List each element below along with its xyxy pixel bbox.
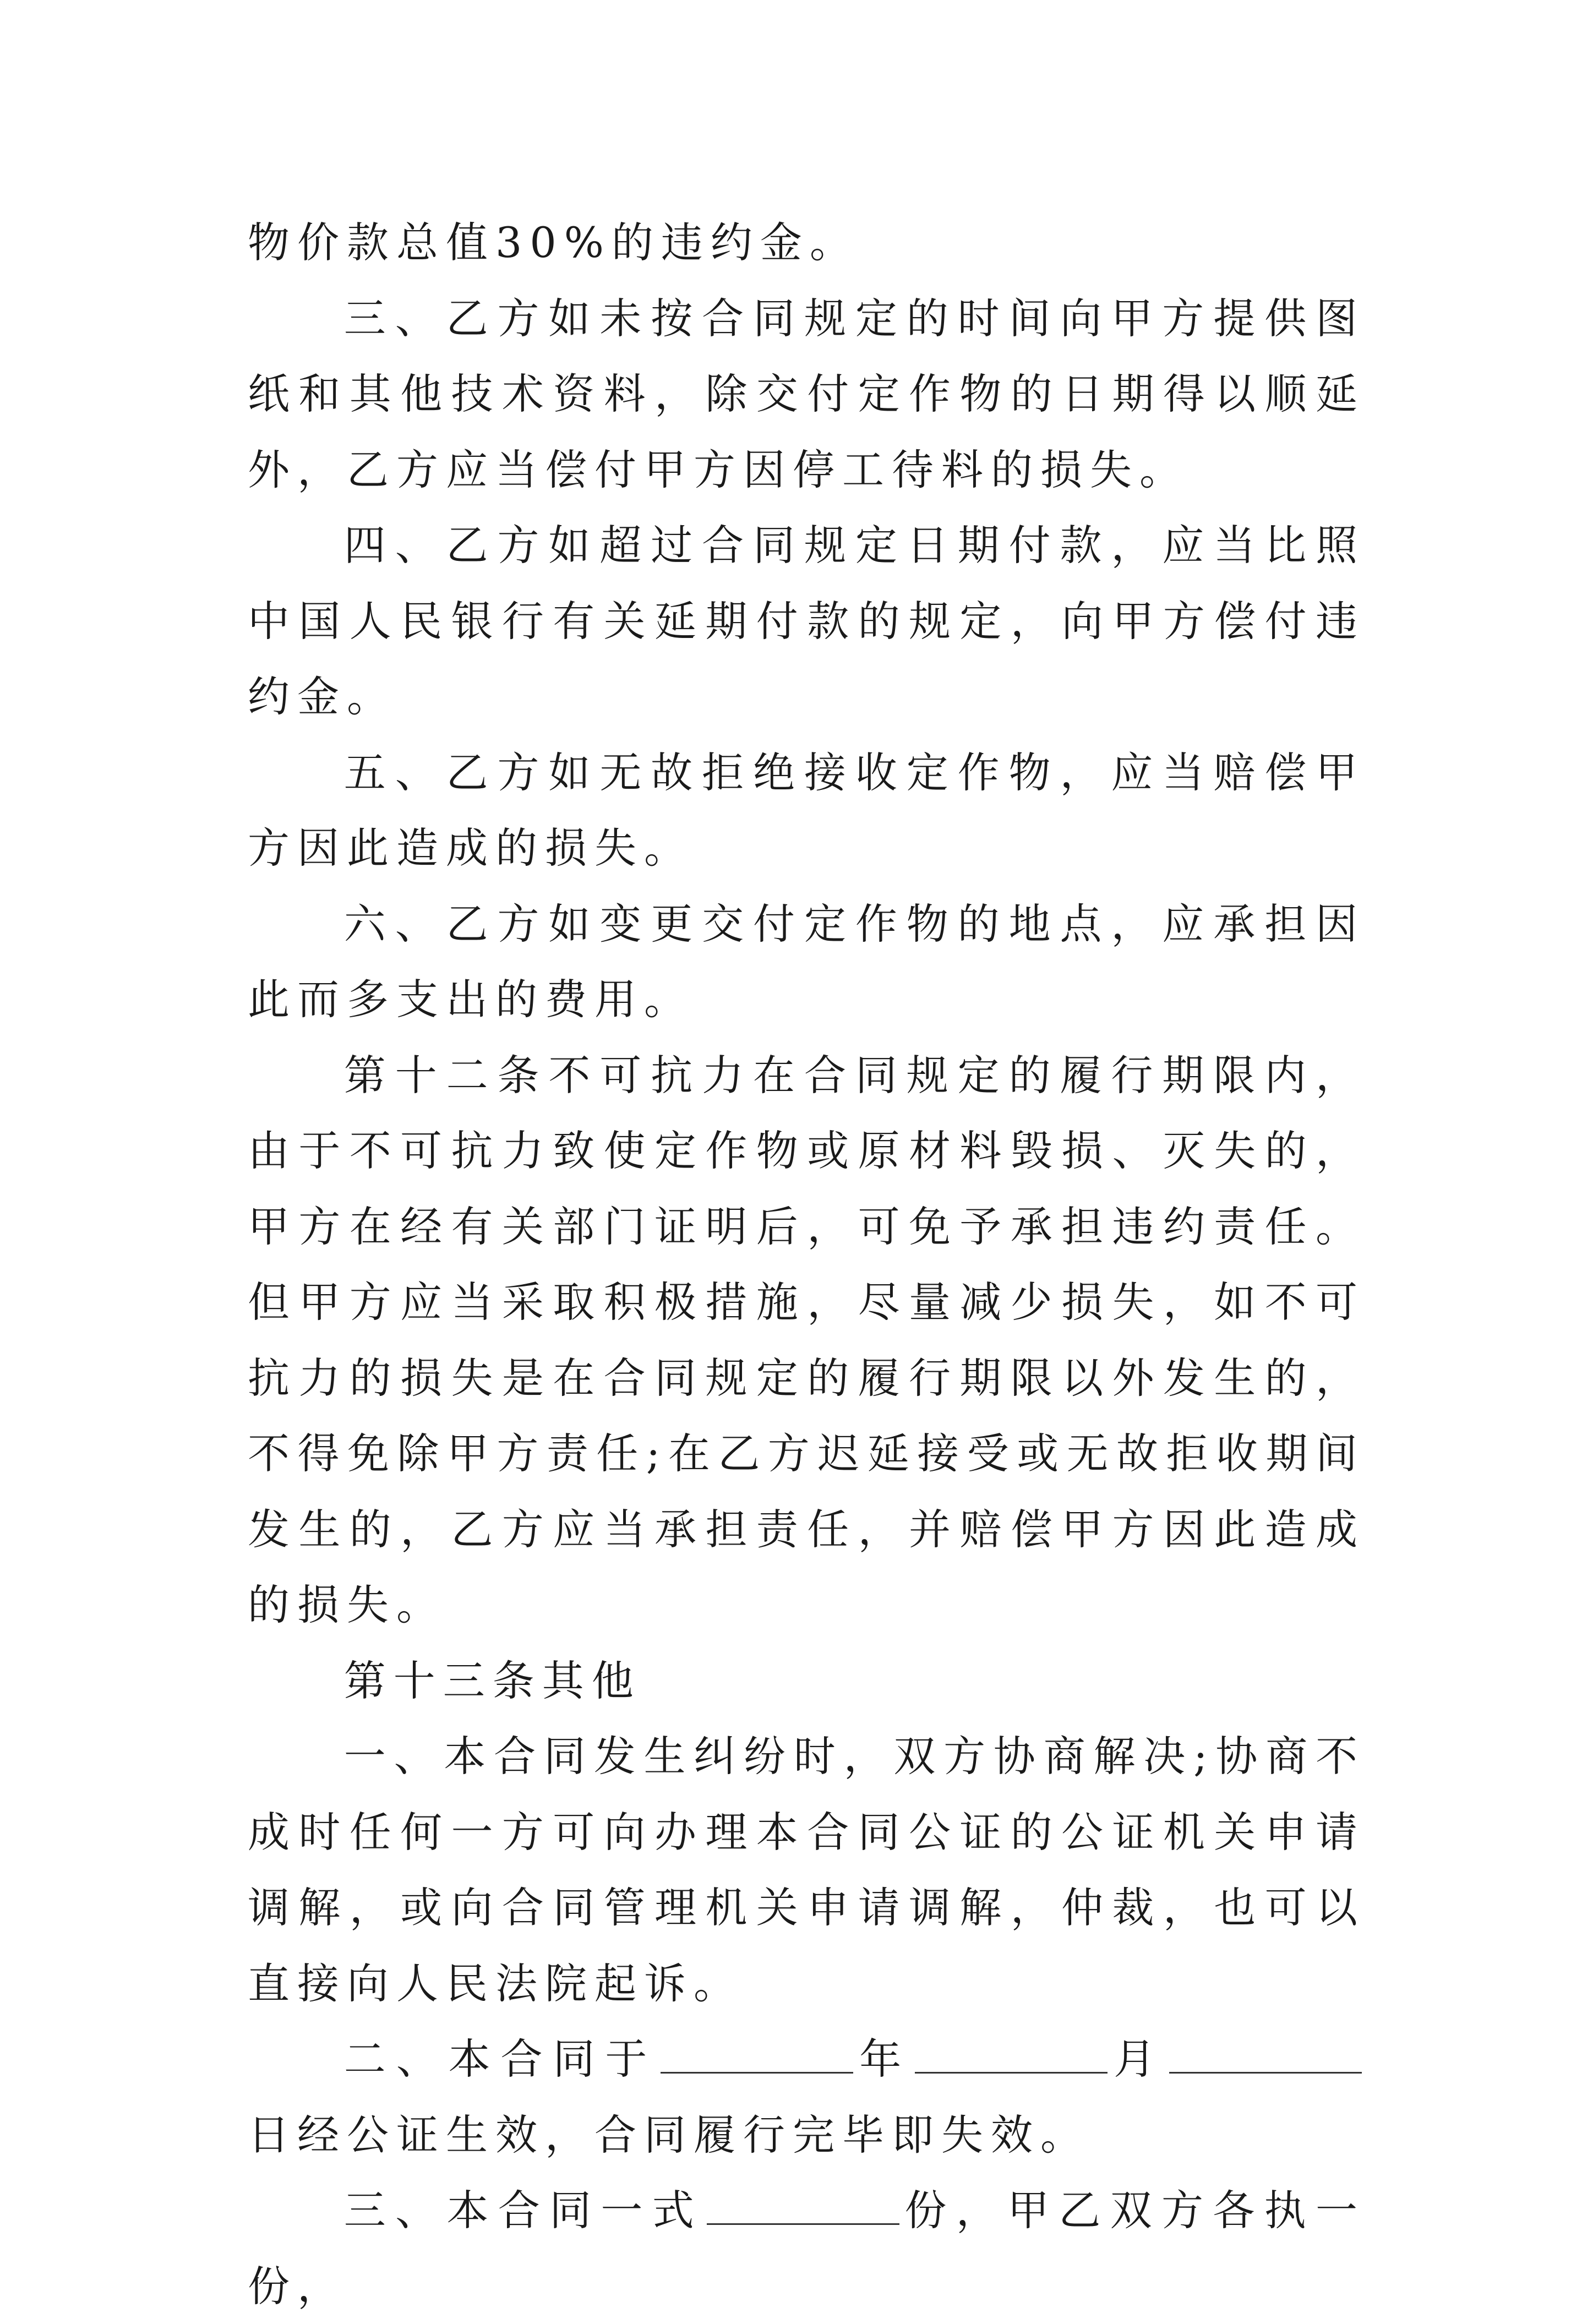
paragraph-clause-3: 三、乙方如未按合同规定的时间向甲方提供图纸和其他技术资料，除交付定作物的日期得以顺延外，乙方应当偿付甲方因停工待料的损失。 [248,293,1365,494]
year-blank [661,2039,853,2074]
month-blank [915,2039,1108,2074]
paragraph-article-13-clause-1: 一、本合同发生纠纷时，双方协商解决;协商不成时任何一方可向办理本合同公证的公证机关申请调解，或向合同管理机关申请调解，仲裁，也可以直接向人民法院起诉。 [248,1732,1365,2008]
effective-suffix: 日经公证生效，合同履行完毕即失效。 [248,2110,1090,2159]
paragraph-clause-4: 四、乙方如超过合同规定日期付款，应当比照中国人民银行有关延期付款的规定，向甲方偿付违约金。 [248,521,1365,721]
copies-prefix: 三、本合同一式 [343,2186,704,2235]
paragraph-article-12: 第十二条不可抗力在合同规定的履行期限内，由于不可抗力致使定作物或原材料毁损、灭失的，甲方在经有关部门证明后，可免予承担违约责任。但甲方应当采取积极措施，尽量减少损失，如不可抗力的损失是在合同规定的履行期限以外发生的，不得免除甲方责任;在乙方迟延接受或无故拒收期间发生的，乙方应当承担责任，并赔偿甲方因此造成的损失。 [248,1050,1365,1629]
paragraph-article-13-heading: 第十三条其他 [343,1656,641,1705]
paragraph-clause-6: 六、乙方如变更交付定作物的地点，应承担因此而多支出的费用。 [248,899,1365,1024]
paragraph-effective-clause [248,2021,1365,2173]
paragraph-copies-clause [248,2173,1365,2324]
day-blank [1169,2039,1362,2074]
copies-blank [707,2190,899,2225]
document-page [248,205,1365,2324]
copies-suffix: 份，甲乙双方各执一份， [248,2186,1366,2311]
paragraph-continuation: 物价款总值30%的违约金。 [248,218,859,267]
year-label: 年 [856,2034,912,2083]
effective-prefix: 二、本合同于 [343,2034,658,2083]
month-label: 月 [1111,2034,1166,2083]
paragraph-clause-5: 五、乙方如无故拒绝接收定作物，应当赔偿甲方因此造成的损失。 [248,748,1365,872]
